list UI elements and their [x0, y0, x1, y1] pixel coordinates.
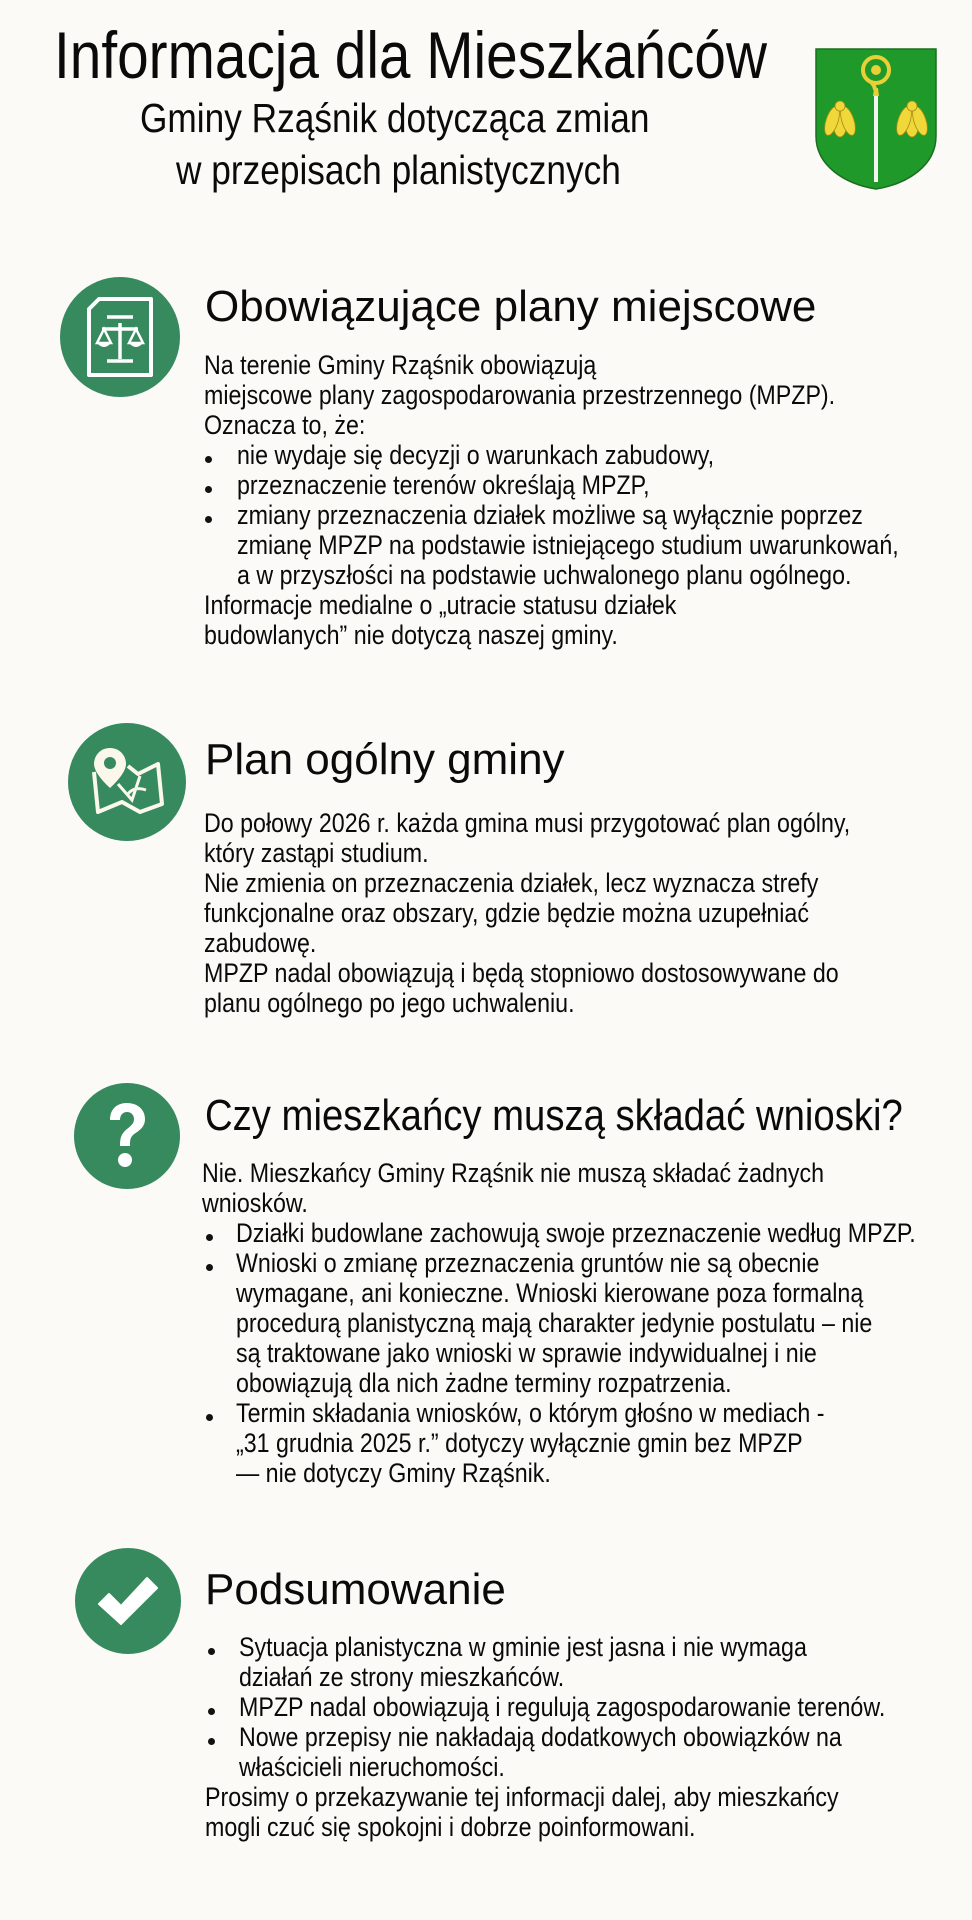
- section-heading: Podsumowanie: [205, 1565, 506, 1614]
- paragraph-line: Oznacza to, że:: [204, 410, 366, 440]
- bullet-icon: [206, 1234, 213, 1241]
- paragraph-line: miejscowe plany zagospodarowania przestrzennego (MPZP).: [204, 380, 836, 410]
- page-subtitle-line-2: w przepisach planistycznych: [176, 147, 621, 193]
- list-item: MPZP nadal obowiązują i regulują zagospodarowanie terenów.: [239, 1692, 886, 1722]
- list-item: przeznaczenie terenów określają MPZP,: [237, 470, 650, 500]
- section-heading: Czy mieszkańcy muszą składać wnioski?: [205, 1091, 903, 1140]
- paragraph-line: planu ogólnego po jego uchwaleniu.: [204, 988, 575, 1018]
- bullet-icon: [205, 486, 212, 493]
- paragraph-line: budowlanych” nie dotyczą naszej gminy.: [204, 620, 618, 650]
- list-item-continued: działań ze strony mieszkańców.: [239, 1662, 565, 1692]
- list-item-continued: wymagane, ani konieczne. Wnioski kierowane poza formalną: [236, 1278, 864, 1308]
- bullet-icon: [205, 456, 212, 463]
- list-item-continued: właścicieli nieruchomości.: [239, 1752, 505, 1782]
- document-scales-icon: [60, 277, 180, 397]
- page-subtitle-line-1: Gminy Rząśnik dotycząca zmian: [140, 95, 650, 141]
- paragraph-line: zabudowę.: [204, 928, 317, 958]
- bullet-icon: [208, 1648, 215, 1655]
- map-pin-icon: [68, 723, 186, 841]
- question-mark-icon: [74, 1083, 180, 1189]
- paragraph-line: Na terenie Gminy Rząśnik obowiązują: [204, 350, 597, 380]
- list-item: Nowe przepisy nie nakładają dodatkowych obowiązków na: [239, 1722, 842, 1752]
- paragraph-line: Nie zmienia on przeznaczenia działek, lecz wyznacza strefy: [204, 868, 819, 898]
- paragraph-line: który zastąpi studium.: [204, 838, 429, 868]
- page-title: Informacja dla Mieszkańców: [54, 18, 767, 92]
- section-heading: Obowiązujące plany miejscowe: [205, 282, 817, 331]
- list-item: zmiany przeznaczenia działek możliwe są wyłącznie poprzez: [237, 500, 863, 530]
- checkmark-icon: [75, 1548, 181, 1654]
- paragraph-line: Informacje medialne o „utracie statusu działek: [204, 590, 677, 620]
- list-item-continued: a w przyszłości na podstawie uchwalonego planu ogólnego.: [237, 560, 852, 590]
- list-item-continued: zmianę MPZP na podstawie istniejącego studium uwarunkowań,: [237, 530, 899, 560]
- list-item-continued: są traktowane jako wnioski w sprawie indywidualnej i nie: [236, 1338, 817, 1368]
- paragraph-line: MPZP nadal obowiązują i będą stopniowo dostosowywane do: [204, 958, 839, 988]
- list-item-continued: „31 grudnia 2025 r.” dotyczy wyłącznie gmin bez MPZP: [236, 1428, 803, 1458]
- bullet-icon: [208, 1708, 215, 1715]
- list-item: Wnioski o zmianę przeznaczenia gruntów nie są obecnie: [236, 1248, 820, 1278]
- paragraph-line: wniosków.: [202, 1188, 308, 1218]
- list-item: Termin składania wniosków, o którym głośno w mediach -: [236, 1398, 825, 1428]
- bullet-icon: [208, 1738, 215, 1745]
- bullet-icon: [206, 1414, 213, 1421]
- paragraph-line: funkcjonalne oraz obszary, gdzie będzie można uzupełniać: [204, 898, 809, 928]
- paragraph-line: Do połowy 2026 r. każda gmina musi przygotować plan ogólny,: [204, 808, 851, 838]
- list-item: nie wydaje się decyzji o warunkach zabudowy,: [237, 440, 715, 470]
- list-item-continued: procedurą planistyczną mają charakter jedynie postulatu – nie: [236, 1308, 873, 1338]
- coat-of-arms-icon: [815, 48, 937, 190]
- list-item-continued: — nie dotyczy Gminy Rząśnik.: [236, 1458, 551, 1488]
- section-heading: Plan ogólny gminy: [205, 735, 565, 784]
- paragraph-line: Prosimy o przekazywanie tej informacji dalej, aby mieszkańcy: [205, 1782, 839, 1812]
- list-item-continued: obowiązują dla nich żadne terminy rozpatrzenia.: [236, 1368, 732, 1398]
- list-item: Działki budowlane zachowują swoje przeznaczenie według MPZP.: [236, 1218, 916, 1248]
- list-item: Sytuacja planistyczna w gminie jest jasna i nie wymaga: [239, 1632, 807, 1662]
- bullet-icon: [205, 516, 212, 523]
- paragraph-line: mogli czuć się spokojni i dobrze poinformowani.: [205, 1812, 696, 1842]
- paragraph-line: Nie. Mieszkańcy Gminy Rząśnik nie muszą składać żadnych: [202, 1158, 825, 1188]
- bullet-icon: [206, 1264, 213, 1271]
